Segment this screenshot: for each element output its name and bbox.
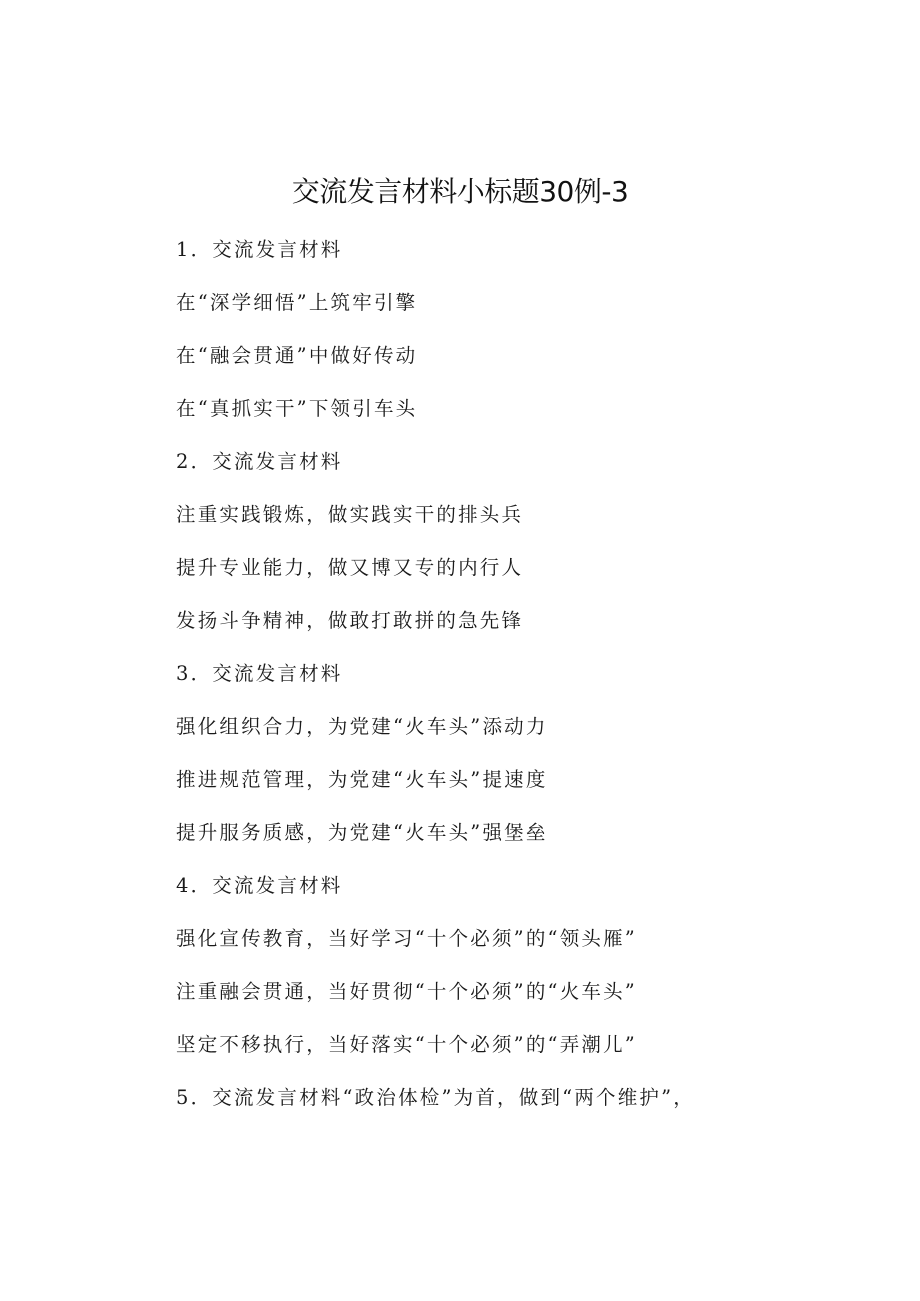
heading-4: 4．交流发言材料 <box>176 874 343 897</box>
document-title: 交流发言材料小标题30例-3 <box>291 175 629 208</box>
body-line: 强化宣传教育，当好学习“十个必须”的“领头雁” <box>176 927 637 950</box>
body-line: 坚定不移执行，当好落实“十个必须”的“弄潮儿” <box>176 1033 637 1056</box>
body-line: 提升服务质感，为党建“火车头”强堡垒 <box>176 821 548 844</box>
heading-2: 2．交流发言材料 <box>176 450 343 473</box>
body-line: 推进规范管理，为党建“火车头”提速度 <box>176 768 548 791</box>
body-line: 在“真抓实干”下领引车头 <box>176 397 418 420</box>
heading-5: 5．交流发言材料“政治体检”为首，做到“两个维护”， <box>176 1086 695 1109</box>
body-line: 发扬斗争精神，做敢打敢拼的急先锋 <box>176 609 524 632</box>
body-line: 在“融会贯通”中做好传动 <box>176 344 418 367</box>
heading-3: 3．交流发言材料 <box>176 662 343 685</box>
body-line: 注重融会贯通，当好贯彻“十个必须”的“火车头” <box>176 980 637 1003</box>
document-body <box>176 232 876 1133</box>
body-line: 提升专业能力，做又博又专的内行人 <box>176 556 524 579</box>
body-line: 注重实践锻炼，做实践实干的排头兵 <box>176 503 524 526</box>
heading-1: 1．交流发言材料 <box>176 238 343 261</box>
body-line: 在“深学细悟”上筑牢引擎 <box>176 291 418 314</box>
body-line: 强化组织合力，为党建“火车头”添动力 <box>176 715 548 738</box>
